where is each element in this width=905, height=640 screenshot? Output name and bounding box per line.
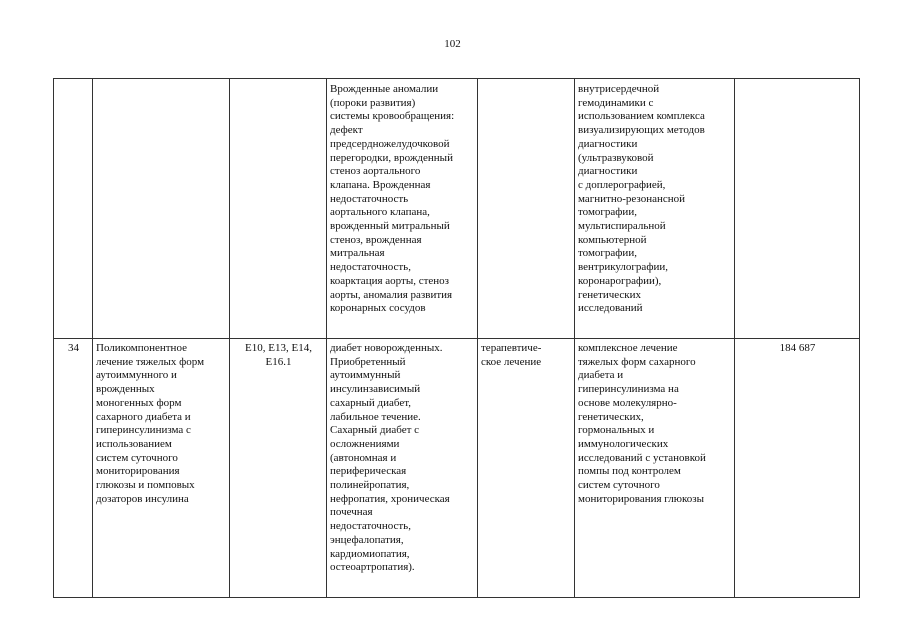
cell-text-line: сахарный диабет, xyxy=(330,396,411,409)
cell-text-line: почечная xyxy=(330,506,373,519)
treatment-method-cell xyxy=(575,79,735,339)
cell-text-line: систем суточного xyxy=(96,451,178,464)
cell-text-line: коронарографии), xyxy=(578,274,662,287)
cell-text-line: полинейропатия, xyxy=(330,479,410,492)
cell-text-line: лабильное течение. xyxy=(330,410,421,423)
care-name-cell xyxy=(93,339,230,598)
cell-text-line: предсердножелудочковой xyxy=(330,137,450,150)
table-row xyxy=(54,79,860,339)
treatment-method-cell xyxy=(575,339,735,598)
cell-text-line: недостаточность xyxy=(330,192,409,205)
cell-text-line: дозаторов инсулина xyxy=(96,492,189,505)
row-number-cell: 34 xyxy=(54,339,93,598)
cell-text-line: систем суточного xyxy=(578,479,660,492)
cell-text-line: коронарных сосудов xyxy=(330,302,426,315)
cell-text-line: генетических, xyxy=(578,410,644,423)
medical-care-table xyxy=(53,78,860,598)
patient-model-cell xyxy=(327,79,478,339)
cell-text-line: Поликомпонентное xyxy=(96,342,187,354)
price-cell xyxy=(735,79,860,339)
cell-text-line: митральная xyxy=(330,247,385,260)
cell-text-line: компьютерной xyxy=(578,233,647,246)
cell-text-line: исследований с установкой xyxy=(578,451,706,464)
row-number-cell xyxy=(54,79,93,339)
cell-text-line: перегородки, врожденный xyxy=(330,151,453,164)
cell-text-line: с доплерографией, xyxy=(578,178,666,191)
cell-text-line: аутоиммунного и xyxy=(96,369,177,382)
cell-text-line: E10, E13, E14, xyxy=(245,342,312,354)
cell-text-line: гемодинамики с xyxy=(578,96,654,109)
cell-text-line: дефект xyxy=(330,124,363,137)
cell-text-line: инсулинзависимый xyxy=(330,383,421,396)
cell-text-line: осложнениями xyxy=(330,437,400,450)
cell-text-line: гиперинсулинизма на xyxy=(578,383,679,396)
price-cell: 184 687 xyxy=(735,339,860,598)
icd-codes-cell xyxy=(230,339,327,598)
cell-text-line: периферическая xyxy=(330,465,407,478)
cell-text-line: недостаточность, xyxy=(330,261,411,274)
cell-text-line: стеноз аортального xyxy=(330,165,421,178)
cell-text-line: сахарного диабета и xyxy=(96,410,191,423)
cell-text-line: Сахарный диабет с xyxy=(330,424,420,437)
cell-text-line: иммунологических xyxy=(578,437,669,450)
cell-text-line: недостаточность, xyxy=(330,520,411,533)
cell-text-line: визуализирующих методов xyxy=(578,124,705,137)
cell-text-line: тяжелых форм сахарного xyxy=(578,355,696,368)
table-row xyxy=(54,339,860,598)
icd-codes-cell xyxy=(230,79,327,339)
cell-text-line: E16.1 xyxy=(265,355,292,368)
cell-text-line: томографии, xyxy=(578,206,637,219)
cell-text-line: коарктация аорты, стеноз xyxy=(330,274,450,287)
cell-text-line: терапевтиче- xyxy=(481,342,542,354)
cell-text-line: (пороки развития) xyxy=(330,96,416,109)
cell-text-line: моногенных форм xyxy=(96,396,182,409)
cell-text-line: вентрикулографии, xyxy=(578,261,668,274)
cell-text-line: мультиспиральной xyxy=(578,220,666,233)
cell-text-line: аорты, аномалия развития xyxy=(330,288,453,301)
cell-text-line: нефропатия, хроническая xyxy=(330,492,450,505)
cell-text-line: мониторирования xyxy=(96,465,180,478)
cell-text-line: исследований xyxy=(578,302,643,315)
cell-text-line: помпы под контролем xyxy=(578,465,681,478)
cell-text-line: аутоиммунный xyxy=(330,369,401,382)
cell-text-line: гиперинсулинизма с xyxy=(96,424,191,437)
cell-text-line: использованием комплекса xyxy=(578,110,705,123)
cell-text-line: использованием xyxy=(96,437,172,450)
cell-text-line: диагностики xyxy=(578,137,638,150)
cell-text-line: врожденных xyxy=(96,383,155,396)
care-name-cell xyxy=(93,79,230,339)
treatment-type-cell xyxy=(478,339,575,598)
cell-text-line: энцефалопатия, xyxy=(330,533,404,546)
cell-text-line: комплексное лечение xyxy=(578,342,678,354)
cell-text-line: лечение тяжелых форм xyxy=(96,355,205,368)
cell-text-line: врожденный митральный xyxy=(330,220,450,233)
cell-text-line: Врожденные аномалии xyxy=(330,83,439,95)
cell-text-line: диагностики xyxy=(578,165,638,178)
cell-text-line: остеоартропатия). xyxy=(330,561,415,574)
treatment-type-cell xyxy=(478,79,575,339)
cell-text-line: глюкозы и помповых xyxy=(96,479,195,492)
cell-text-line: гормональных и xyxy=(578,424,655,437)
cell-text-line: аортального клапана, xyxy=(330,206,430,219)
cell-text-line: системы кровообращения: xyxy=(330,110,455,123)
cell-text-line: внутрисердечной xyxy=(578,83,660,95)
cell-text-line: мониторирования глюкозы xyxy=(578,492,704,505)
cell-text-line: (автономная и xyxy=(330,451,397,464)
cell-text-line: томографии, xyxy=(578,247,637,260)
cell-text-line: (ультразвуковой xyxy=(578,151,654,164)
cell-text-line: ское лечение xyxy=(481,355,542,368)
cell-text-line: основе молекулярно- xyxy=(578,396,677,409)
cell-text-line: клапана. Врожденная xyxy=(330,178,431,191)
page-number: 102 xyxy=(444,38,461,50)
cell-text-line: генетических xyxy=(578,288,642,301)
cell-text-line: кардиомиопатия, xyxy=(330,547,410,560)
patient-model-cell xyxy=(327,339,478,598)
cell-text-line: стеноз, врожденная xyxy=(330,233,422,246)
cell-text-line: Приобретенный xyxy=(330,355,406,368)
cell-text-line: магнитно-резонансной xyxy=(578,192,686,205)
cell-text-line: диабета и xyxy=(578,369,624,382)
cell-text-line: диабет новорожденных. xyxy=(330,342,443,354)
